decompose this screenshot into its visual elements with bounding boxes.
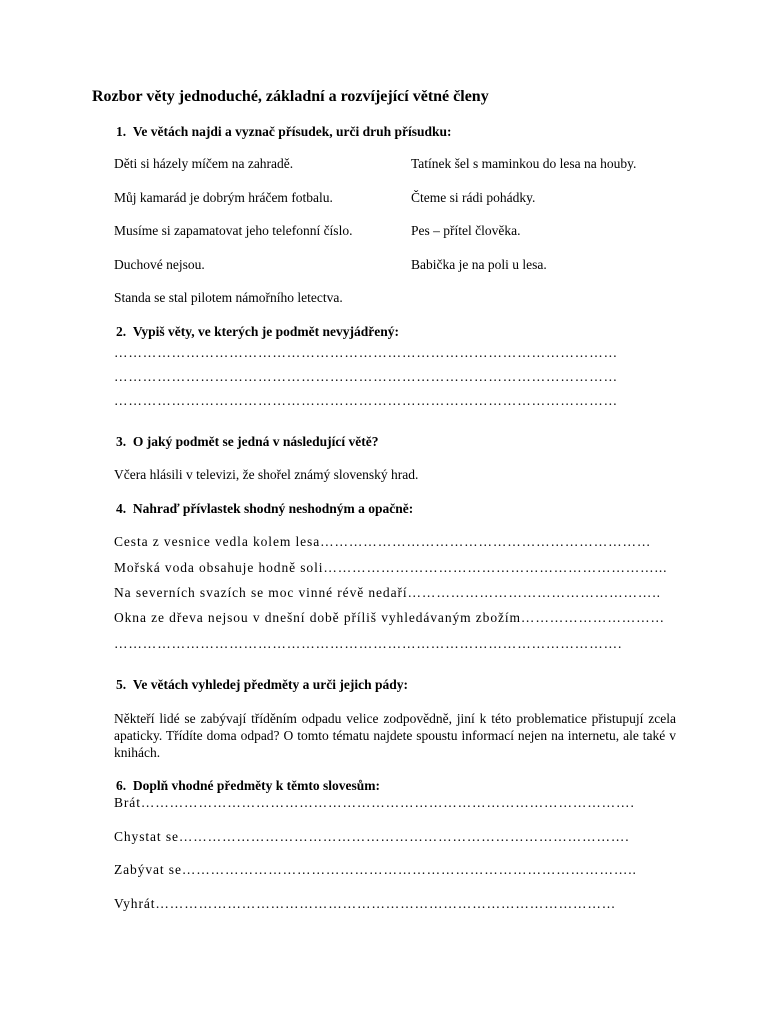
exercise-1-sentence: Babička je na poli u lesa. <box>411 257 547 272</box>
exercise-1-sentence: Čteme si rádi pohádky. <box>411 190 536 205</box>
page-title: Rozbor věty jednoduché, základní a rozvíjející větné členy <box>92 88 489 105</box>
exercise-1-sentence: Tatínek šel s maminkou do lesa na houby. <box>411 156 637 171</box>
exercise-1-sentence: Musíme si zapamatovat jeho telefonní číslo. <box>114 223 353 238</box>
exercise-1-sentence: Pes – přítel člověka. <box>411 223 521 238</box>
exercise-4-heading: 4. Nahraď přívlastek shodný neshodným a opačně: <box>116 501 414 516</box>
exercise-4-line[interactable]: Okna ze dřeva nejsou v dnešní době příliš vyhledávaným zbožím………………………… <box>114 610 665 625</box>
exercise-6-line[interactable]: Zabývat se………………………………………………………………………………….. <box>114 862 637 877</box>
exercise-4-line[interactable]: Na severních svazích se moc vinné révě nedaří…………………………………………….. <box>114 585 661 600</box>
exercise-6-line[interactable]: Vyhrát…………………………………………………………………………………… <box>114 896 617 911</box>
answer-dotted-line[interactable]: …………………………………………………………………………………………… <box>114 369 618 384</box>
exercise-2-heading: 2. Vypiš věty, ve kterých je podmět nevyjádřený: <box>116 324 399 339</box>
exercise-4-line[interactable]: Cesta z vesnice vedla kolem lesa…………………………………………………………… <box>114 534 652 549</box>
exercise-1-sentence: Standa se stal pilotem námořního letectva. <box>114 290 343 305</box>
exercise-3-heading: 3. O jaký podmět se jedná v následující větě? <box>116 434 379 449</box>
exercise-5-heading: 5. Ve větách vyhledej předměty a urči jejich pády: <box>116 677 408 692</box>
exercise-6-heading: 6. Doplň vhodné předměty k těmto slovesům: <box>116 778 381 793</box>
exercise-1-heading: 1. Ve větách najdi a vyznač přísudek, urči druh přísudku: <box>116 124 452 139</box>
exercise-1-sentence: Duchové nejsou. <box>114 257 205 272</box>
exercise-3-sentence: Včera hlásili v televizi, že shořel známý slovenský hrad. <box>114 467 419 482</box>
exercise-1-sentence: Děti si házely míčem na zahradě. <box>114 156 294 171</box>
answer-dotted-line[interactable]: ……………………………………………………………………………………………. <box>114 636 623 651</box>
answer-dotted-line[interactable]: …………………………………………………………………………………………… <box>114 345 618 360</box>
exercise-6-line[interactable]: Brát…………………………………………………………………………………………. <box>114 795 635 810</box>
exercise-5-paragraph: Někteří lidé se zabývají tříděním odpadu velice zodpovědně, jiní k této problematice přistupují zcela apaticky. Třídíte doma odpad? O tomto tématu najdete spoustu informací nejen na internetu, ale také v knihách. <box>114 711 676 760</box>
answer-dotted-line[interactable]: …………………………………………………………………………………………… <box>114 393 618 408</box>
exercise-1-sentence: Můj kamarád je dobrým hráčem fotbalu. <box>114 190 333 205</box>
exercise-6-line[interactable]: Chystat se…………………………………………………………………………………. <box>114 829 630 844</box>
exercise-4-line[interactable]: Mořská voda obsahuje hodně soli……………………………………………………………... <box>114 560 668 575</box>
